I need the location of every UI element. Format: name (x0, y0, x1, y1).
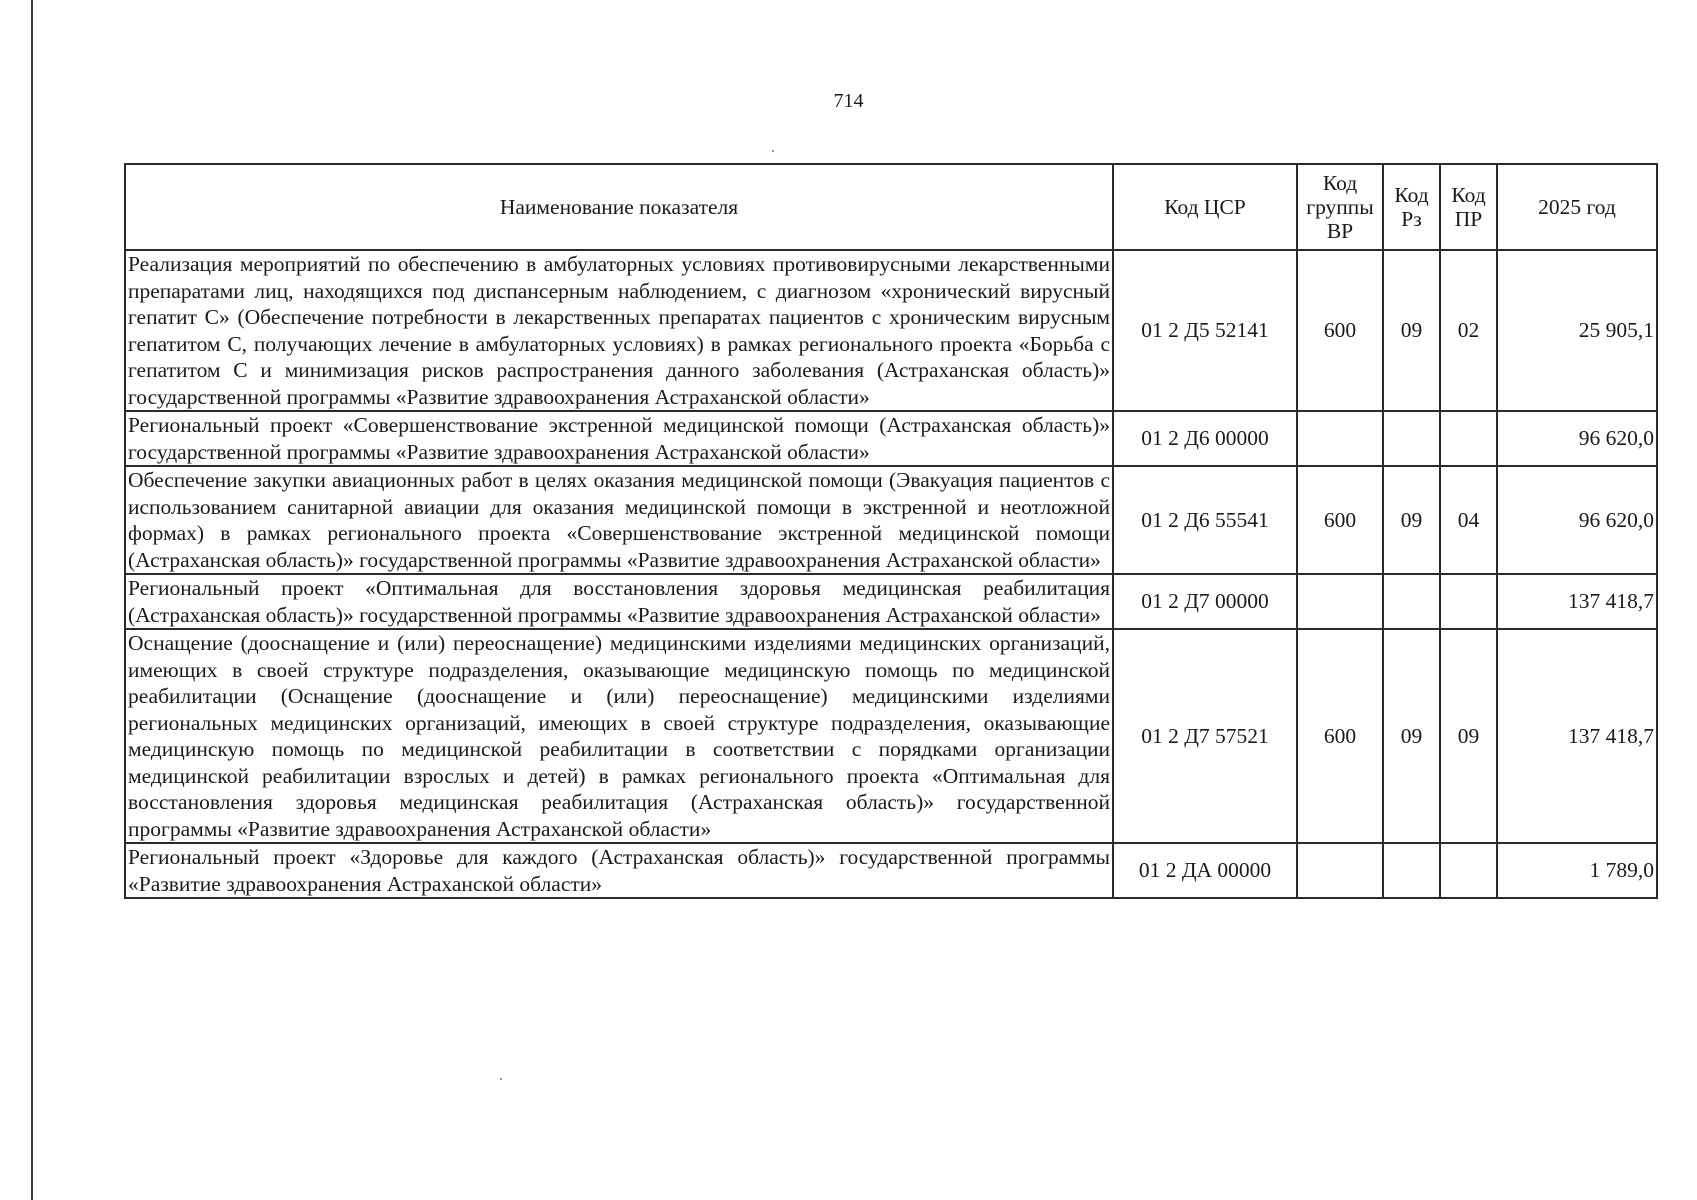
page-number: 714 (833, 90, 864, 112)
table-row (125, 466, 1657, 574)
row-rz-code (1383, 411, 1440, 466)
table-row (125, 250, 1657, 411)
table-row (125, 843, 1657, 898)
row-csr-code: 01 2 Д6 55541 (1113, 466, 1297, 574)
header-indicator-name: Наименование показателя (125, 164, 1113, 250)
row-rz-code: 09 (1383, 466, 1440, 574)
row-csr-code: 01 2 Д7 57521 (1113, 629, 1297, 843)
row-csr-code: 01 2 Д6 00000 (1113, 411, 1297, 466)
row-amount-2025: 25 905,1 (1497, 250, 1657, 411)
table-row (125, 574, 1657, 629)
row-vr-code (1297, 843, 1383, 898)
row-vr-code (1297, 574, 1383, 629)
table-row (125, 411, 1657, 466)
row-vr-code: 600 (1297, 629, 1383, 843)
row-amount-2025: 96 620,0 (1497, 411, 1657, 466)
row-csr-code: 01 2 Д5 52141 (1113, 250, 1297, 411)
row-amount-2025: 137 418,7 (1497, 629, 1657, 843)
row-indicator-name: Обеспечение закупки авиационных работ в целях оказания медицинской помощи (Эвакуация пациентов с использованием санитарной авиации для оказания медицинской помощи в экстренной и неотложной формах) в рамках регионального проекта «Совершенствование экстренной медицинской помощи (Астраханская область)» государственной программы «Развитие здравоохранения Астраханской области» (125, 466, 1113, 574)
table-row (125, 629, 1657, 843)
row-rz-code (1383, 574, 1440, 629)
header-year-2025: 2025 год (1497, 164, 1657, 250)
row-indicator-name: Оснащение (дооснащение и (или) переоснащение) медицинскими изделиями медицинских организаций, имеющих в своей структуре подразделения, оказывающие медицинскую помощь по медицинской реабилитации (Оснащение (дооснащение и (или) переоснащение) медицинскими изделиями региональных медицинских организаций, имеющих в своей структуре подразделения, оказывающие медицинскую помощь по медицинской реабилитации в соответствии с порядками организации медицинской реабилитации взрослых и детей) в рамках регионального проекта «Оптимальная для восстановления здоровья медицинская реабилитация (Астраханская область)» государственной программы «Развитие здравоохранения Астраханской области» (125, 629, 1113, 843)
header-csr-code: Код ЦСР (1113, 164, 1297, 250)
row-pr-code (1440, 574, 1497, 629)
row-vr-code: 600 (1297, 250, 1383, 411)
header-pr-code: Код ПР (1440, 164, 1497, 250)
row-amount-2025: 137 418,7 (1497, 574, 1657, 629)
row-pr-code (1440, 843, 1497, 898)
row-rz-code (1383, 843, 1440, 898)
scan-speck (500, 1078, 502, 1080)
scan-speck (772, 150, 774, 152)
header-rz-code: Код Рз (1383, 164, 1440, 250)
row-pr-code (1440, 411, 1497, 466)
row-vr-code (1297, 411, 1383, 466)
row-indicator-name: Региональный проект «Оптимальная для восстановления здоровья медицинская реабилитация (Астраханская область)» государственной программы «Развитие здравоохранения Астраханской области» (125, 574, 1113, 629)
row-indicator-name: Реализация мероприятий по обеспечению в амбулаторных условиях противовирусными лекарственными препаратами лиц, находящихся под диспансерным наблюдением, с диагнозом «хронический вирусный гепатит С» (Обеспечение потребности в лекарственных препаратах пациентов с хроническим вирусным гепатитом С, получающих лечение в амбулаторных условиях) в рамках регионального проекта «Борьба с гепатитом С и минимизация рисков распространения данного заболевания (Астраханская область)» государственной программы «Развитие здравоохранения Астраханской области» (125, 250, 1113, 411)
row-csr-code: 01 2 Д7 00000 (1113, 574, 1297, 629)
row-pr-code: 04 (1440, 466, 1497, 574)
row-vr-code: 600 (1297, 466, 1383, 574)
header-vr-code: Код группы ВР (1297, 164, 1383, 250)
row-rz-code: 09 (1383, 250, 1440, 411)
row-indicator-name: Региональный проект «Совершенствование экстренной медицинской помощи (Астраханская область)» государственной программы «Развитие здравоохранения Астраханской области» (125, 411, 1113, 466)
table-header-row (125, 164, 1657, 250)
row-amount-2025: 96 620,0 (1497, 466, 1657, 574)
scan-edge-line (31, 0, 33, 1200)
row-csr-code: 01 2 ДА 00000 (1113, 843, 1297, 898)
row-amount-2025: 1 789,0 (1497, 843, 1657, 898)
row-indicator-name: Региональный проект «Здоровье для каждого (Астраханская область)» государственной программы «Развитие здравоохранения Астраханской области» (125, 843, 1113, 898)
row-pr-code: 02 (1440, 250, 1497, 411)
budget-table (124, 163, 1658, 899)
row-pr-code: 09 (1440, 629, 1497, 843)
row-rz-code: 09 (1383, 629, 1440, 843)
